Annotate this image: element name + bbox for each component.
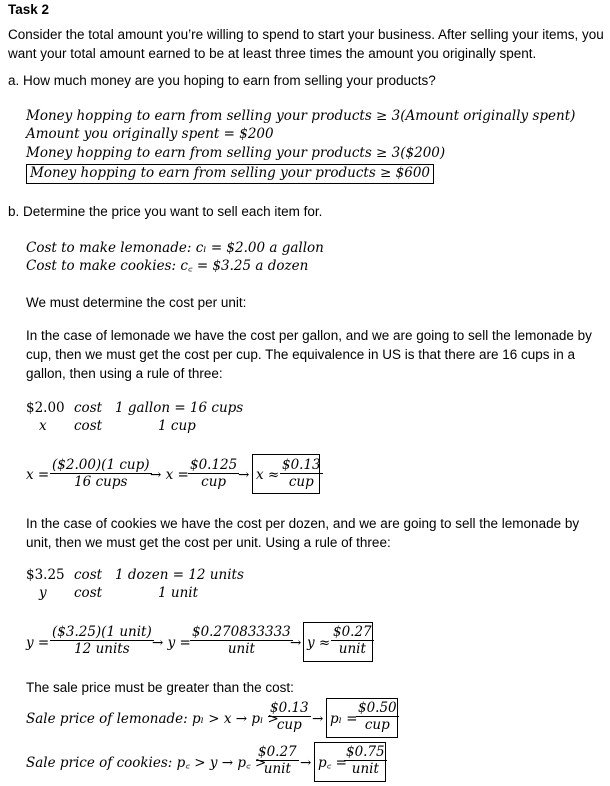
lemon-fraction-1-num: ($2.00)(1 cup)	[52, 457, 150, 473]
cookie-rule-r1c1: $3.25	[26, 567, 65, 583]
sale-intro: The sale price must be greater than the cost:	[26, 680, 294, 695]
cookie-calc-approx: y ≈	[307, 635, 331, 651]
cookies-paragraph: In the case of cookies we have the cost per dozen, and we are going to sell the lemonade by unit, then we must get the cost per unit. Using a rule of three:	[26, 516, 580, 550]
part-b-question: b. Determine the price you want to sell each item for.	[8, 204, 323, 219]
lemon-rule-r2c1: x	[39, 418, 47, 434]
cookie-rule-r1c2: cost	[74, 567, 103, 583]
part-a-line-2: Amount you originally spent = $200	[26, 126, 274, 142]
part-a-answer-box: Money hopping to earn from selling your products ≥ $600	[26, 164, 434, 184]
cookie-fraction-2-den: unit	[190, 640, 293, 657]
sale-cookies-fraction-2	[344, 744, 387, 777]
cookie-fraction-3-den: unit	[331, 640, 374, 657]
cookie-rule-r1c3: 1 dozen = 12 units	[115, 567, 244, 583]
sale-cookies-num-2: $0.75	[346, 744, 385, 760]
cookie-fraction-1-den: 12 units	[50, 640, 154, 657]
sale-lemonade-fraction-2	[356, 700, 399, 733]
lemon-fraction-2-den: cup	[188, 473, 239, 490]
cookie-fraction-3-num: $0.27	[333, 624, 372, 640]
lemonade-paragraph: In the case of lemonade we have the cost per gallon, and we are going to sell the lemonade by cup, then we must get the cost per cup. The equivalence in US is that there are 16 cups in a gallon, then using a rule of three:	[26, 328, 592, 381]
cookie-rule-r2c3: 1 unit	[158, 585, 199, 601]
sale-lemonade-num-2: $0.50	[358, 700, 397, 716]
lemon-fraction-3	[280, 457, 323, 490]
lemon-calc-arrow-1: → x =	[150, 467, 189, 483]
task-title: Task 2	[8, 2, 50, 17]
sale-cookies-den-2: unit	[344, 760, 387, 777]
sale-cookies-eq: p꜀ =	[318, 755, 347, 771]
cookie-calc-arrow-2: →	[290, 635, 302, 651]
cost-cookies: Cost to make cookies: c꜀ = $3.25 a dozen	[26, 258, 309, 274]
lemon-rule-r1c3: 1 gallon = 16 cups	[115, 400, 244, 416]
sale-cookies-fraction-1	[256, 744, 299, 777]
lemon-calc-approx: x ≈	[256, 467, 280, 483]
part-a-question: a. How much money are you hoping to earn from selling your products?	[8, 73, 436, 88]
lemon-fraction-2	[188, 457, 239, 490]
cookie-calc-arrow-1: → y =	[152, 635, 191, 651]
cookie-fraction-2-num: $0.270833333	[192, 624, 291, 640]
cookie-fraction-2	[190, 624, 293, 657]
cookie-fraction-3	[331, 624, 374, 657]
lemon-rule-r2c2: cost	[74, 418, 103, 434]
sale-lemonade-eq: pₗ =	[330, 711, 358, 727]
cookie-rule-r2c1: y	[39, 585, 47, 601]
sale-cookies-arrow: →	[300, 755, 312, 771]
sale-lemonade-den-2: cup	[356, 716, 399, 733]
lemon-fraction-1-den: 16 cups	[50, 473, 152, 490]
sale-cookies-label: Sale price of cookies: p꜀ > y → p꜀ >	[26, 755, 267, 771]
lemon-rule-r1c2: cost	[74, 400, 103, 416]
cost-per-unit-text: We must determine the cost per unit:	[26, 295, 247, 310]
sale-lemonade-arrow: →	[312, 711, 324, 727]
cookie-calc-lhs: y =	[26, 635, 50, 651]
lemon-fraction-3-den: cup	[280, 473, 323, 490]
cookie-rule-r2c2: cost	[74, 585, 103, 601]
sale-lemonade-fraction-1	[268, 700, 311, 733]
lemon-rule-r1c1: $2.00	[26, 400, 65, 416]
sale-cookies-den-1: unit	[256, 760, 299, 777]
lemon-fraction-3-num: $0.13	[282, 457, 321, 473]
lemon-fraction-2-num: $0.125	[190, 457, 238, 473]
lemon-calc-lhs: x =	[26, 467, 50, 483]
cookie-fraction-1	[50, 624, 154, 657]
cookie-fraction-1-num: ($3.25)(1 unit)	[52, 624, 152, 640]
sale-lemonade-label: Sale price of lemonade: pₗ > x → pₗ >	[26, 711, 279, 727]
lemon-rule-r2c3: 1 cup	[158, 418, 196, 434]
intro-paragraph: Consider the total amount you’re willing to spend to start your business. After selling your items, you want your total amount earned to be at least three times the amount you originally spent.	[8, 27, 604, 61]
part-a-line-3: Money hopping to earn from selling your products ≥ 3($200)	[26, 145, 446, 161]
lemon-calc-arrow-2: →	[238, 467, 250, 483]
sale-cookies-num-1: $0.27	[258, 744, 297, 760]
part-a-line-1: Money hopping to earn from selling your products ≥ 3(Amount originally spent)	[26, 108, 576, 124]
sale-lemonade-den-1: cup	[268, 716, 311, 733]
cost-lemonade: Cost to make lemonade: cₗ = $2.00 a gallon	[26, 240, 324, 256]
sale-lemonade-num-1: $0.13	[270, 700, 309, 716]
lemon-fraction-1	[50, 457, 152, 490]
